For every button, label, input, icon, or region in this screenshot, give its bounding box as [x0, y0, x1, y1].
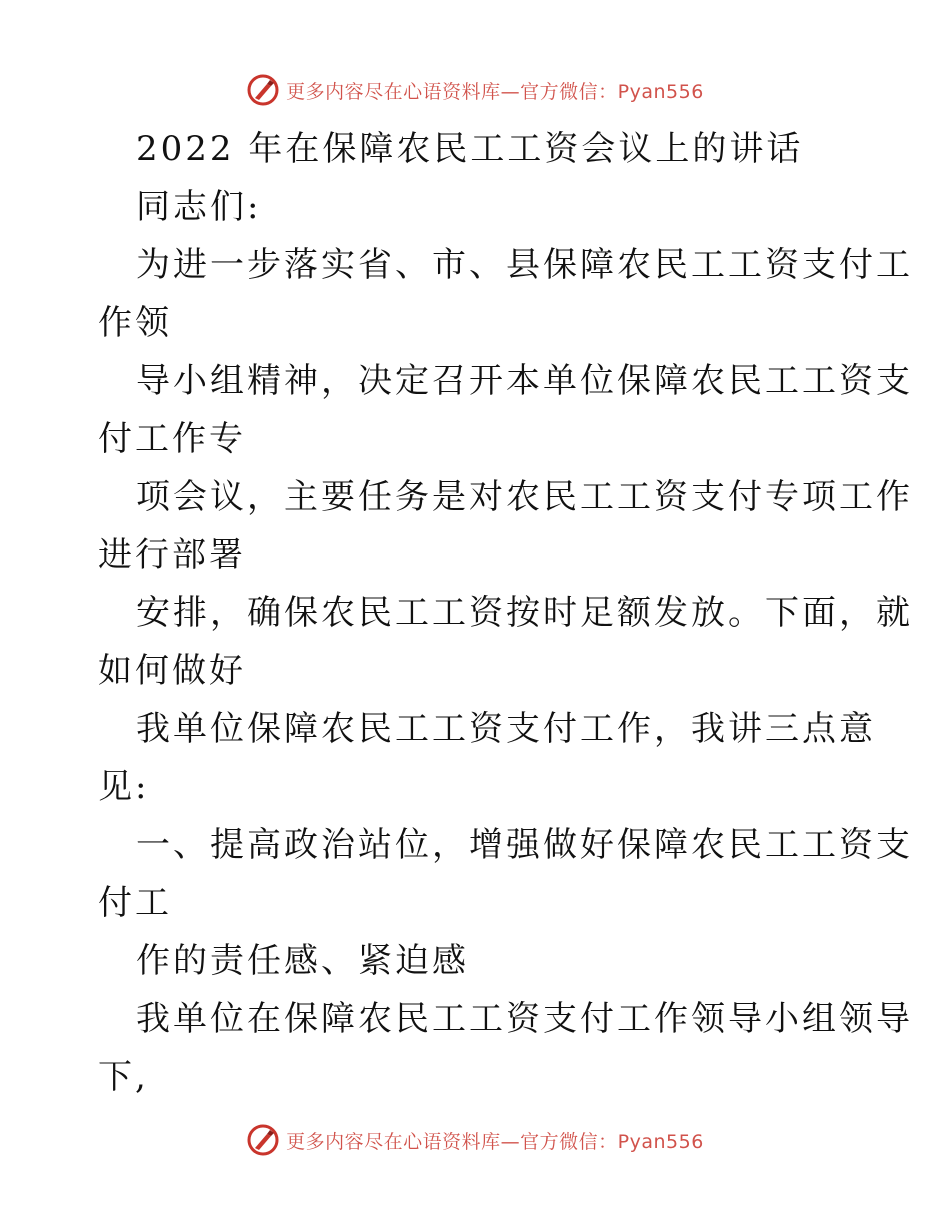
paragraph-line: 导小组精神，决定召开本单位保障农民工工资支 — [136, 361, 913, 401]
watermark-text: 更多内容尽在心语资料库—官方微信：Pyan556 — [286, 80, 704, 103]
paragraph-line: 我单位在保障农民工工资支付工作领导小组领导 — [136, 999, 913, 1039]
paragraph-line: 进行部署 — [98, 535, 246, 575]
paragraph-line: 如何做好 — [98, 651, 246, 691]
document-title: 2022 年在保障农民工工资会议上的讲话 — [136, 129, 804, 169]
paragraph-line: 为进一步落实省、市、县保障农民工工资支付工 — [136, 245, 913, 285]
paragraph-line: 项会议，主要任务是对农民工工资支付专项工作 — [136, 477, 913, 517]
paragraph-line: 同志们: — [136, 187, 262, 227]
paragraph-line: 付工 — [98, 883, 172, 923]
document-body — [98, 120, 913, 1106]
pen-logo-icon — [246, 1123, 280, 1157]
watermark-text: 更多内容尽在心语资料库—官方微信：Pyan556 — [286, 1130, 704, 1153]
paragraph-line: 作领 — [98, 303, 172, 343]
paragraph-line: 我单位保障农民工工资支付工作，我讲三点意 — [136, 709, 876, 749]
paragraph-line: 见: — [98, 767, 150, 807]
paragraph-line: 下, — [98, 1057, 149, 1097]
watermark-banner-top — [0, 70, 950, 110]
paragraph-line: 安排，确保农民工工资按时足额发放。下面，就 — [136, 593, 913, 633]
paragraph-line: 一、提高政治站位，增强做好保障农民工工资支 — [136, 825, 913, 865]
pen-logo-icon — [246, 73, 280, 107]
paragraph-line: 作的责任感、紧迫感 — [136, 941, 469, 981]
watermark-banner-bottom — [0, 1120, 950, 1160]
paragraph-line: 付工作专 — [98, 419, 246, 459]
